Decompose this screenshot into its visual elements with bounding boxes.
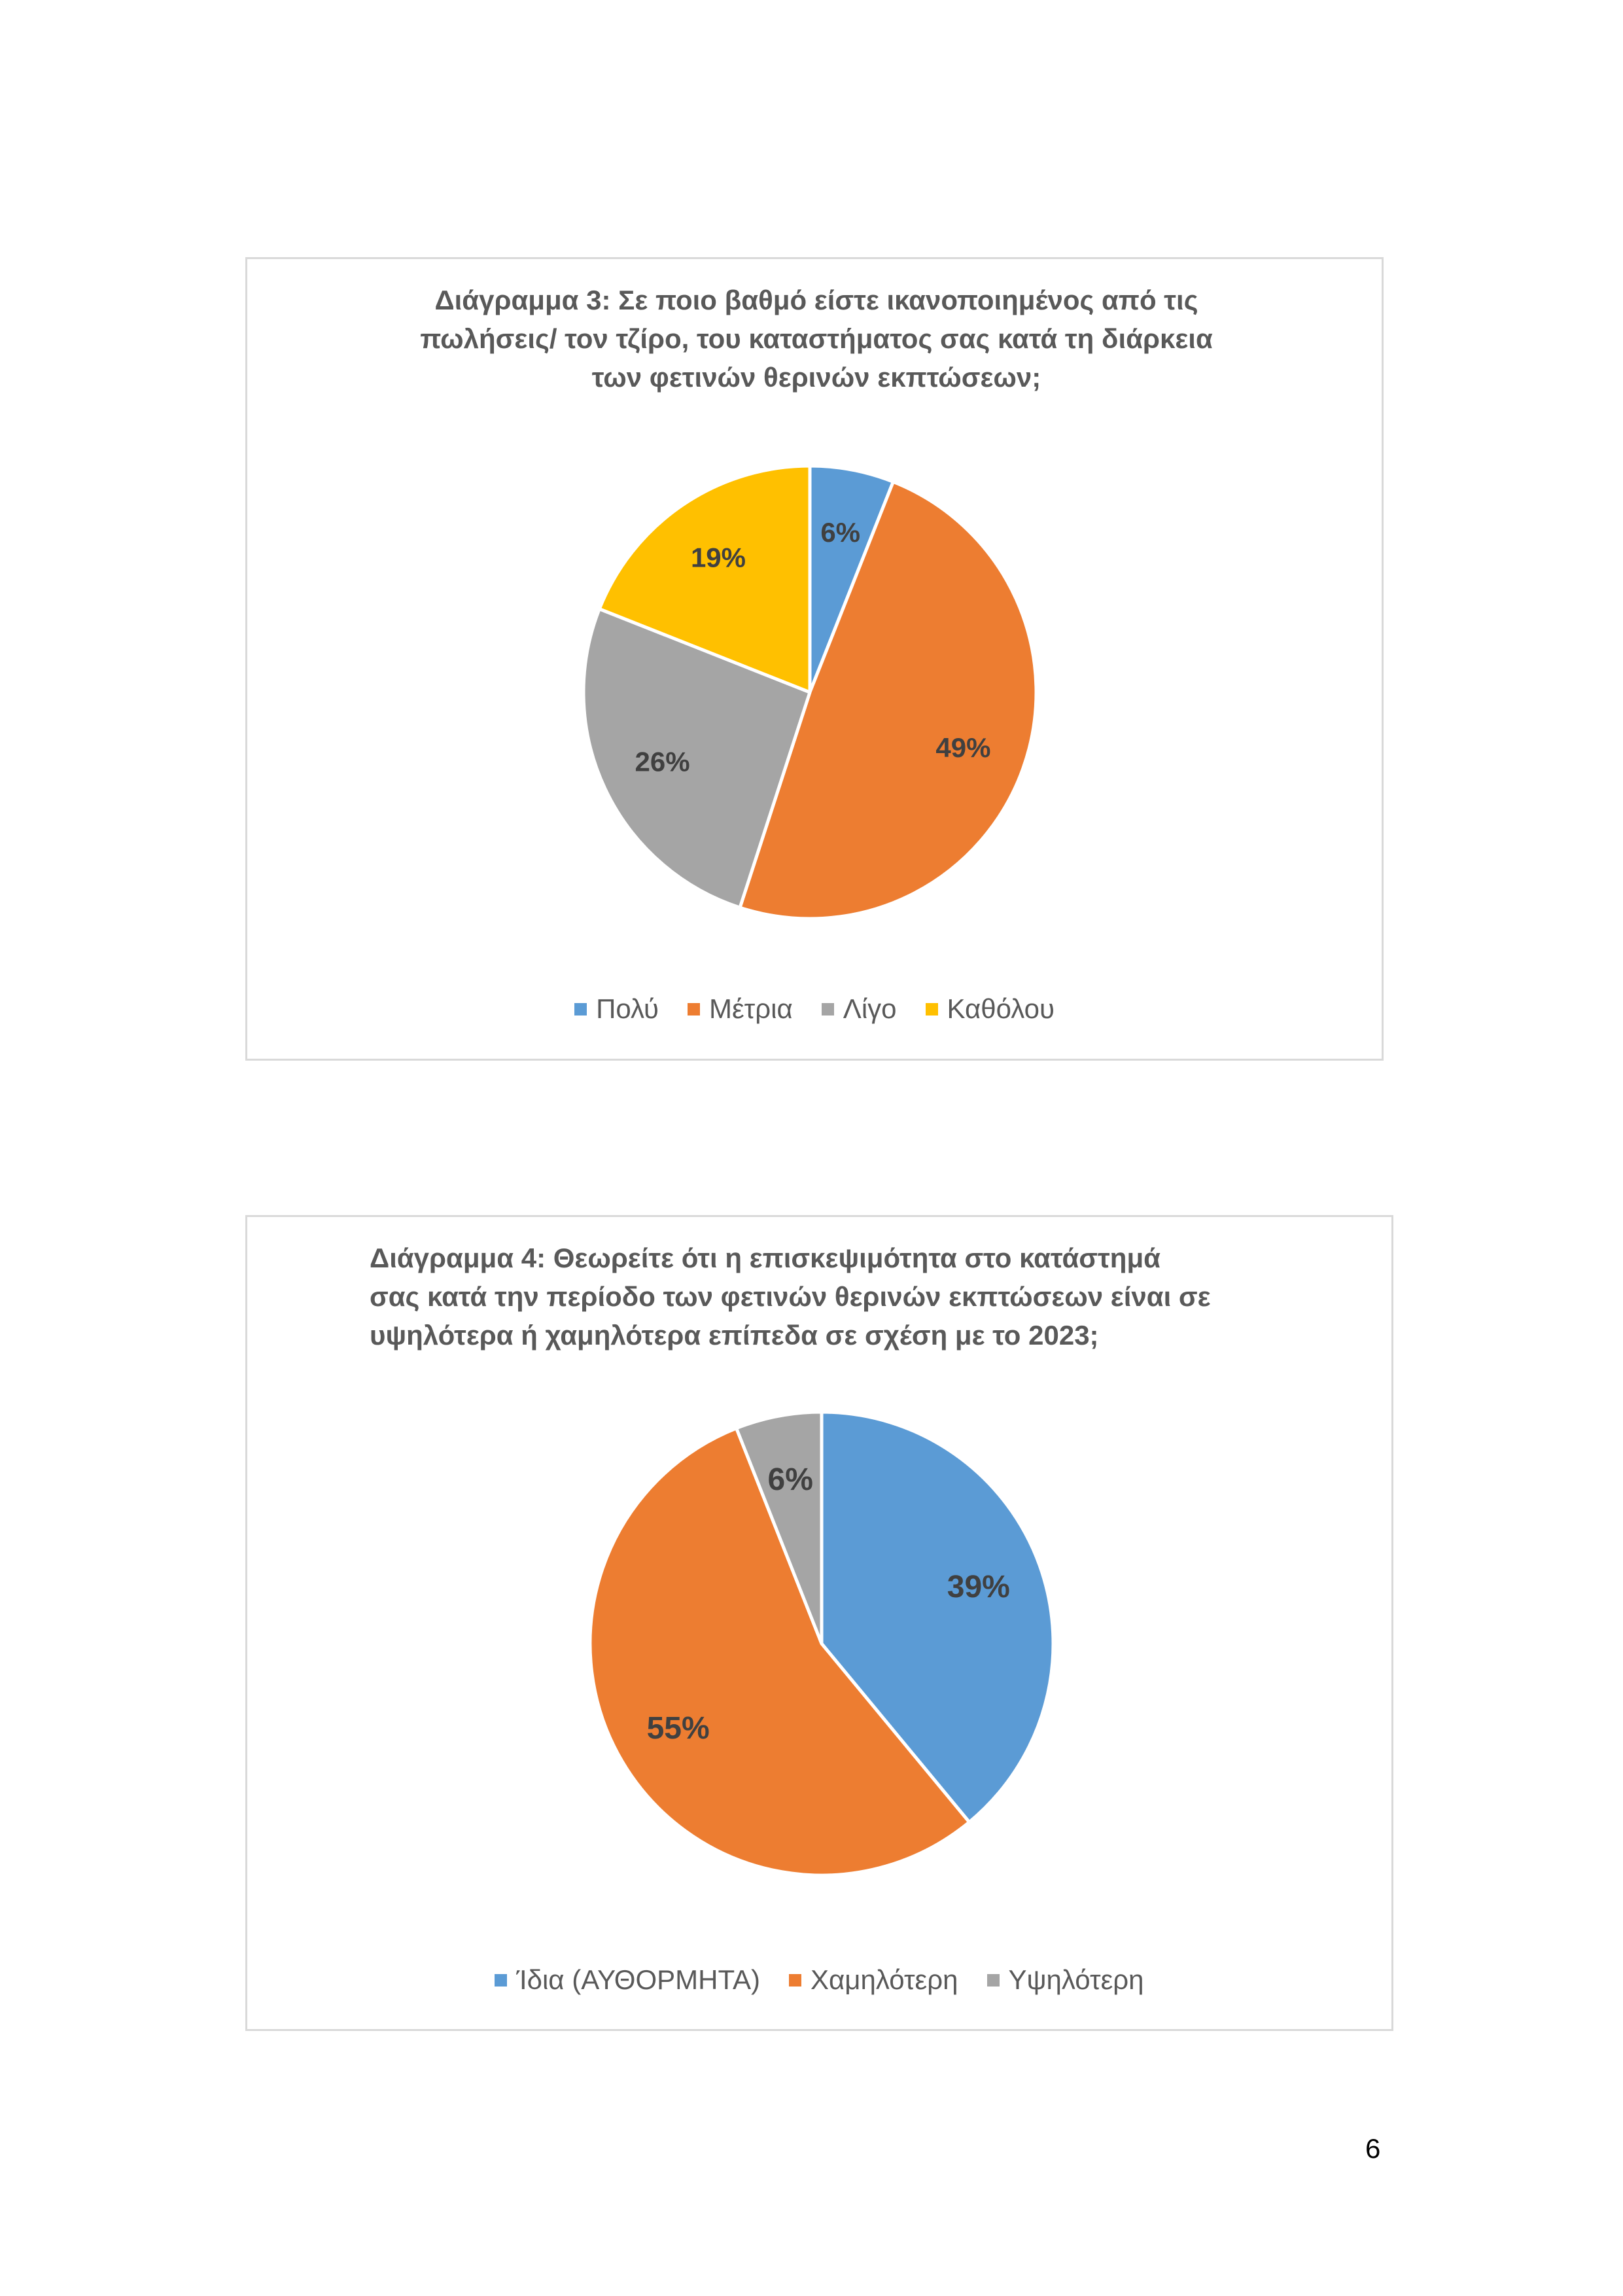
page-number: 6 (1365, 2133, 1381, 2164)
chart-title-line: σας κατά την περίοδο των φετινών θερινών εκπτώσεων είναι σε (370, 1281, 1211, 1312)
data-label: 6% (820, 516, 861, 548)
chart-legend (247, 993, 1382, 1025)
legend-label: Ίδια (ΑΥΘΟΡΜΗΤΑ) (516, 1964, 760, 1995)
chart-legend (247, 1964, 1391, 1996)
data-label: 26% (635, 746, 690, 777)
legend-item (688, 993, 793, 1025)
legend-label: Υψηλότερη (1008, 1964, 1144, 1995)
legend-label: Καθόλου (947, 993, 1055, 1024)
legend-label: Μέτρια (708, 993, 793, 1024)
chart-title-line: Διάγραμμα 4: Θεωρείτε ότι η επισκεψιμότητα στο κατάστημά (370, 1243, 1161, 1273)
chart-title-line: των φετινών θερινών εκπτώσεων; (591, 362, 1041, 393)
legend-swatch (987, 1974, 1000, 1987)
legend-swatch (822, 1003, 834, 1016)
legend-label: Χαμηλότερη (810, 1964, 958, 1995)
data-label: 39% (947, 1570, 1010, 1605)
legend-label: Λίγο (843, 993, 897, 1024)
legend-item (926, 993, 1055, 1025)
legend-swatch (574, 1003, 587, 1016)
data-label: 19% (690, 542, 746, 573)
chart-title-line: Διάγραμμα 3: Σε ποιο βαθμό είστε ικανοποιημένος από τις (434, 285, 1198, 315)
legend-swatch (926, 1003, 938, 1016)
legend-swatch (789, 1974, 801, 1987)
legend-item (987, 1964, 1144, 1996)
legend-swatch (688, 1003, 700, 1016)
pie-chart (247, 1217, 1395, 2033)
chart-title-line: υψηλότερα ή χαμηλότερα επίπεδα σε σχέση με το 2023; (370, 1320, 1099, 1351)
chart-visitors (245, 1215, 1393, 2031)
legend-swatch (495, 1974, 507, 1987)
legend-item (822, 993, 897, 1025)
chart-title-line: πωλήσεις/ τον τζίρο, του καταστήματος σας κατά τη διάρκεια (420, 323, 1213, 354)
legend-item (789, 1964, 958, 1996)
data-label: 6% (767, 1462, 813, 1498)
chart-satisfaction (245, 257, 1384, 1061)
data-label: 49% (935, 732, 991, 763)
data-label: 55% (646, 1711, 710, 1746)
legend-item (495, 1964, 760, 1996)
legend-label: Πολύ (596, 993, 659, 1024)
legend-item (574, 993, 659, 1025)
pie-chart (247, 259, 1386, 1063)
